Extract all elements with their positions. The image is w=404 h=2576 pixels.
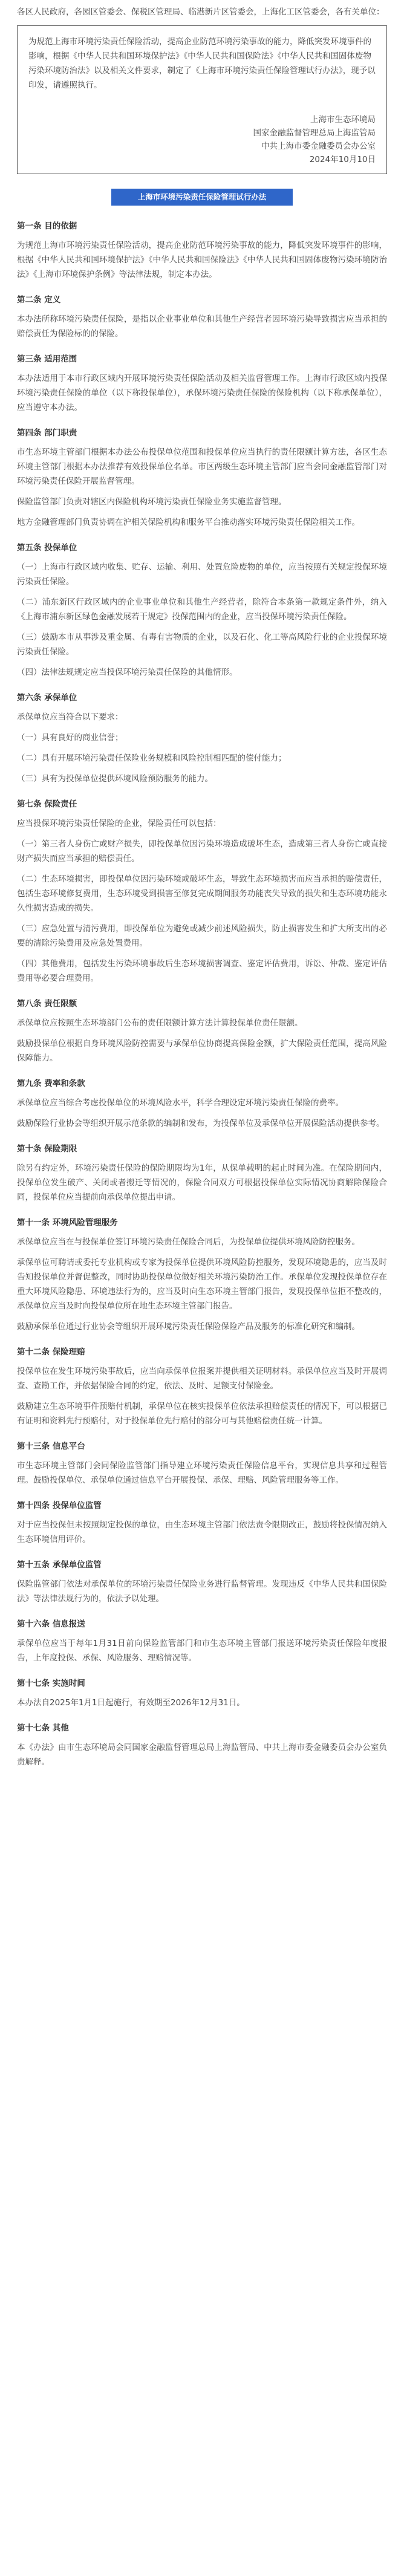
article-section xyxy=(17,1142,387,1205)
article-paragraph: 承保单位应当在与投保单位签订环境污染责任保险合同后，为投保单位提供环境风险防控服务。 xyxy=(17,1237,360,1247)
article-title: 第十一条 环境风险管理服务 xyxy=(17,1218,118,1228)
article-section xyxy=(17,1721,387,1769)
article-section xyxy=(17,1558,387,1606)
article-section xyxy=(17,797,387,986)
article-paragraph: 地方金融管理部门负责协调在沪相关保险机构和服务平台推动落实环境污染责任保险相关工作。 xyxy=(17,518,360,527)
article-paragraph: 投保单位在发生环境污染事故后，应当向承保单位报案并提供相关证明材料。承保单位应当及时开展调查、查勘工作，并依据保险合同的约定，依法、及时、足额支付保险金。 xyxy=(17,1367,387,1391)
article-paragraph: 为规范上海市环境污染责任保险活动，提高企业防范环境污染事故的能力，降低突发环境事件的影响，根据《中华人民共和国环境保护法》《中华人民共和国保险法》《中华人民共和国固体废物污染环境防治法》《上海市环境保护条例》等法律法规，制定本办法。 xyxy=(17,241,387,279)
article-paragraph: （四）法律法规规定应当投保环境污染责任保险的其他情形。 xyxy=(17,668,238,677)
article-title: 第十二条 保险理赔 xyxy=(17,1347,85,1357)
article-paragraph: （一）具有良好的商业信誉； xyxy=(17,733,123,743)
article-paragraph: 承保单位应当于每年1月31日前向保险监管部门和市生态环境主管部门报送环境污染责任保险年度报告，上年度投保、承保、风险服务、理赔情况等。 xyxy=(17,1639,387,1663)
document-title-banner: 上海市环境污染责任保险管理试行办法 xyxy=(111,189,293,206)
article-title: 第七条 保险责任 xyxy=(17,799,77,809)
article-section xyxy=(17,293,387,341)
article-paragraph: （三）鼓励本市从事涉及重金属、有毒有害物质的企业，以及石化、化工等高风险行业的企业投保环境污染责任保险。 xyxy=(17,633,387,657)
article-section xyxy=(17,1345,387,1428)
article-title: 第十条 保险期限 xyxy=(17,1144,77,1154)
issuer-3: 中共上海市委金融委员会办公室 xyxy=(261,141,376,151)
article-section xyxy=(17,997,387,1065)
article-title: 第十五条 承保单位监管 xyxy=(17,1560,102,1570)
article-paragraph: 鼓励建立生态环境事件预赔付机制，承保单位在核实投保单位依法承担赔偿责任的情况下，可以根据已有证明和资料先行预赔付，对于投保单位先行赔付的部分可与其他赔偿责任统一计算。 xyxy=(17,1402,387,1426)
article-paragraph: 本《办法》由市生态环境局会同国家金融监督管理总局上海监管局、中共上海市委金融委员会办公室负责解释。 xyxy=(17,1743,387,1767)
article-paragraph: （四）其他费用，包括发生污染环境事故后生态环境损害调查、鉴定评估费用，诉讼、仲裁、鉴定评估费用等必要合理费用。 xyxy=(17,959,387,983)
article-paragraph: 承保单位应当综合考虑投保单位的环境风险水平，科学合理设定环境污染责任保险的费率。 xyxy=(17,1098,344,1108)
article-paragraph: （一）第三者人身伤亡或财产损失，即投保单位因污染环境造成破坏生态，造成第三者人身伤亡或直接财产损失而应当承担的赔偿责任。 xyxy=(17,839,387,864)
article-paragraph: 承保单位可聘请或委托专业机构或专家为投保单位提供环境风险防控服务，发现环境隐患的，应当及时告知投保单位并督促整改，同时协助投保单位做好相关环境污染防治工作。承保单位发现投保单位存在重大环境风险隐患、环境违法行为的，应当及时向生态环境主管部门报告，发现投保单位拒不整改的，承保单位应当及时向投保单位所在地生态环境主管部门报告。 xyxy=(17,1258,387,1311)
article-paragraph: （二）生态环境损害，即投保单位因污染环境或破坏生态，导致生态环境损害而应当承担的赔偿责任，包括生态环境修复费用，生态环境受到损害至修复完成期间服务功能丧失导致的损失和生态环境功能永久性损害造成的损失。 xyxy=(17,874,387,913)
article-title: 第十六条 信息报送 xyxy=(17,1619,85,1629)
article-paragraph: 市生态环境主管部门会同保险监管部门指导建立环境污染责任保险信息平台，实现信息共享和过程管理。鼓励投保单位、承保单位通过信息平台开展投保、承保、理赔、风险管理服务等工作。 xyxy=(17,1461,387,1485)
article-title: 第一条 目的依据 xyxy=(17,221,77,231)
article-paragraph: （三）应急处置与清污费用，即投保单位为避免或减少前述风险损失，防止损害发生和扩大所支出的必要的清除污染费用及应急处置费用。 xyxy=(17,924,387,948)
article-paragraph: 应当投保环境污染责任保险的企业，保险责任可以包括： xyxy=(17,819,221,828)
article-paragraph: 本办法适用于本市行政区域内开展环境污染责任保险活动及相关监督管理工作。上海市行政区域内投保环境污染责任保险的单位（以下称投保单位），承保环境污染责任保险的保险机构（以下称承保单位），应当遵守本办法。 xyxy=(17,374,387,412)
article-paragraph: 除另有约定外，环境污染责任保险的保险期限均为1年，从保单载明的起止时间为准。在保险期间内，投保单位发生破产、关闭或者搬迁等情况的，保险合同双方可根据投保单位实际情况协商解除保险合同，投保单位应当提前向承保单位提出申请。 xyxy=(17,1163,387,1202)
article-section xyxy=(17,219,387,282)
article-title: 第九条 费率和条款 xyxy=(17,1079,85,1088)
article-paragraph: 保险监管部门依法对承保单位的环境污染责任保险业务进行监督管理。发现违反《中华人民共和国保险法》等法律法规行为的，依法予以处理。 xyxy=(17,1579,387,1604)
article-section xyxy=(17,1498,387,1547)
article-paragraph: 本办法所称环境污染责任保险，是指以企业事业单位和其他生产经营者因环境污染导致损害应当承担的赔偿责任为保险标的的保险。 xyxy=(17,314,387,339)
article-title: 第六条 承保单位 xyxy=(17,693,77,703)
issuer-1: 上海市生态环境局 xyxy=(310,115,376,125)
article-paragraph: （三）具有为投保单位提供环境风险预防服务的能力。 xyxy=(17,774,213,784)
article-title: 第十三条 信息平台 xyxy=(17,1442,85,1451)
notice-body: 为规范上海市环境污染责任保险活动，提高企业防范环境污染事故的能力，降低突发环境事件的影响，根据《中华人民共和国环境保护法》《中华人民共和国保险法》《中华人民共和国固体废物污染环境防治法》以及相关文件要求，制定了《上海市环境污染责任保险管理试行办法》，现予以印发，请遵照执行。 xyxy=(28,37,376,90)
article-section xyxy=(17,1617,387,1665)
article-title: 第十七条 其他 xyxy=(17,1723,69,1733)
article-paragraph: 承保单位应按照生态环境部门公布的责任限额计算方法计算投保单位责任限额。 xyxy=(17,1018,303,1028)
issue-date: 2024年10月10日 xyxy=(309,155,376,164)
article-section xyxy=(17,1439,387,1488)
article-section xyxy=(17,1076,387,1131)
notice-box xyxy=(17,25,387,174)
article-paragraph: （二）浦东新区行政区域内的企业事业单位和其他生产经营者，除符合本条第一款规定条件外，纳入《上海市浦东新区绿色金融发展若干规定》投保范围内的企业，应当投保环境污染责任保险。 xyxy=(17,597,387,622)
article-paragraph: 保险监管部门负责对辖区内保险机构环境污染责任保险业务实施监督管理。 xyxy=(17,497,287,507)
article-title: 第十七条 实施时间 xyxy=(17,1679,85,1688)
article-paragraph: 鼓励保险行业协会等组织开展示范条款的编制和发布，为投保单位及承保单位开展保险活动提供参考。 xyxy=(17,1119,385,1128)
article-title: 第五条 投保单位 xyxy=(17,543,77,553)
article-section xyxy=(17,352,387,415)
article-paragraph: 对于应当投保但未按照规定投保的单位，由生态环境主管部门依法责令限期改正，鼓励将投保情况纳入生态环境信用评价。 xyxy=(17,1520,387,1544)
article-paragraph: 市生态环境主管部门根据本办法公布投保单位范围和投保单位应当执行的责任限额计算方法，各区生态环境主管部门根据本办法推荐有效投保单位名单。市区两级生态环境主管部门应当会同金融监管部门对环境污染责任保险开展监督管理。 xyxy=(17,447,387,486)
article-section xyxy=(17,691,387,786)
article-section xyxy=(17,426,387,530)
article-title: 第三条 适用范围 xyxy=(17,354,77,364)
article-paragraph: 鼓励投保单位根据自身环境风险防控需要与承保单位协商提高保险金额，扩大保险责任范围，提高风险保障能力。 xyxy=(17,1039,387,1063)
issuer-2: 国家金融监督管理总局上海监管局 xyxy=(253,128,376,138)
article-title: 第十四条 投保单位监管 xyxy=(17,1501,102,1511)
article-section xyxy=(17,1215,387,1334)
article-title: 第八条 责任限额 xyxy=(17,999,77,1009)
article-section xyxy=(17,1676,387,1710)
article-paragraph: （一）上海市行政区域内收集、贮存、运输、利用、处置危险废物的单位，应当按照有关规定投保环境污染责任保险。 xyxy=(17,562,387,587)
article-paragraph: （二）具有开展环境污染责任保险业务规模和风险控制相匹配的偿付能力； xyxy=(17,753,287,763)
notice-intro xyxy=(17,5,387,19)
addressee-line: 各区人民政府，各园区管委会、保税区管理局、临港新片区管委会，上海化工区管委会，各有关单位： xyxy=(17,7,385,17)
article-paragraph: 鼓励承保单位通过行业协会等组织开展环境污染责任保险保险产品及服务的标准化研究和编制。 xyxy=(17,1322,360,1332)
issuer-signature-block xyxy=(28,113,376,166)
article-paragraph: 本办法自2025年1月1日起施行，有效期至2026年12月31日。 xyxy=(17,1698,245,1708)
article-title: 第四条 部门职责 xyxy=(17,428,77,438)
article-title: 第二条 定义 xyxy=(17,295,61,305)
article-section xyxy=(17,541,387,680)
article-paragraph: 承保单位应当符合以下要求： xyxy=(17,712,123,722)
articles-list xyxy=(17,219,387,1769)
